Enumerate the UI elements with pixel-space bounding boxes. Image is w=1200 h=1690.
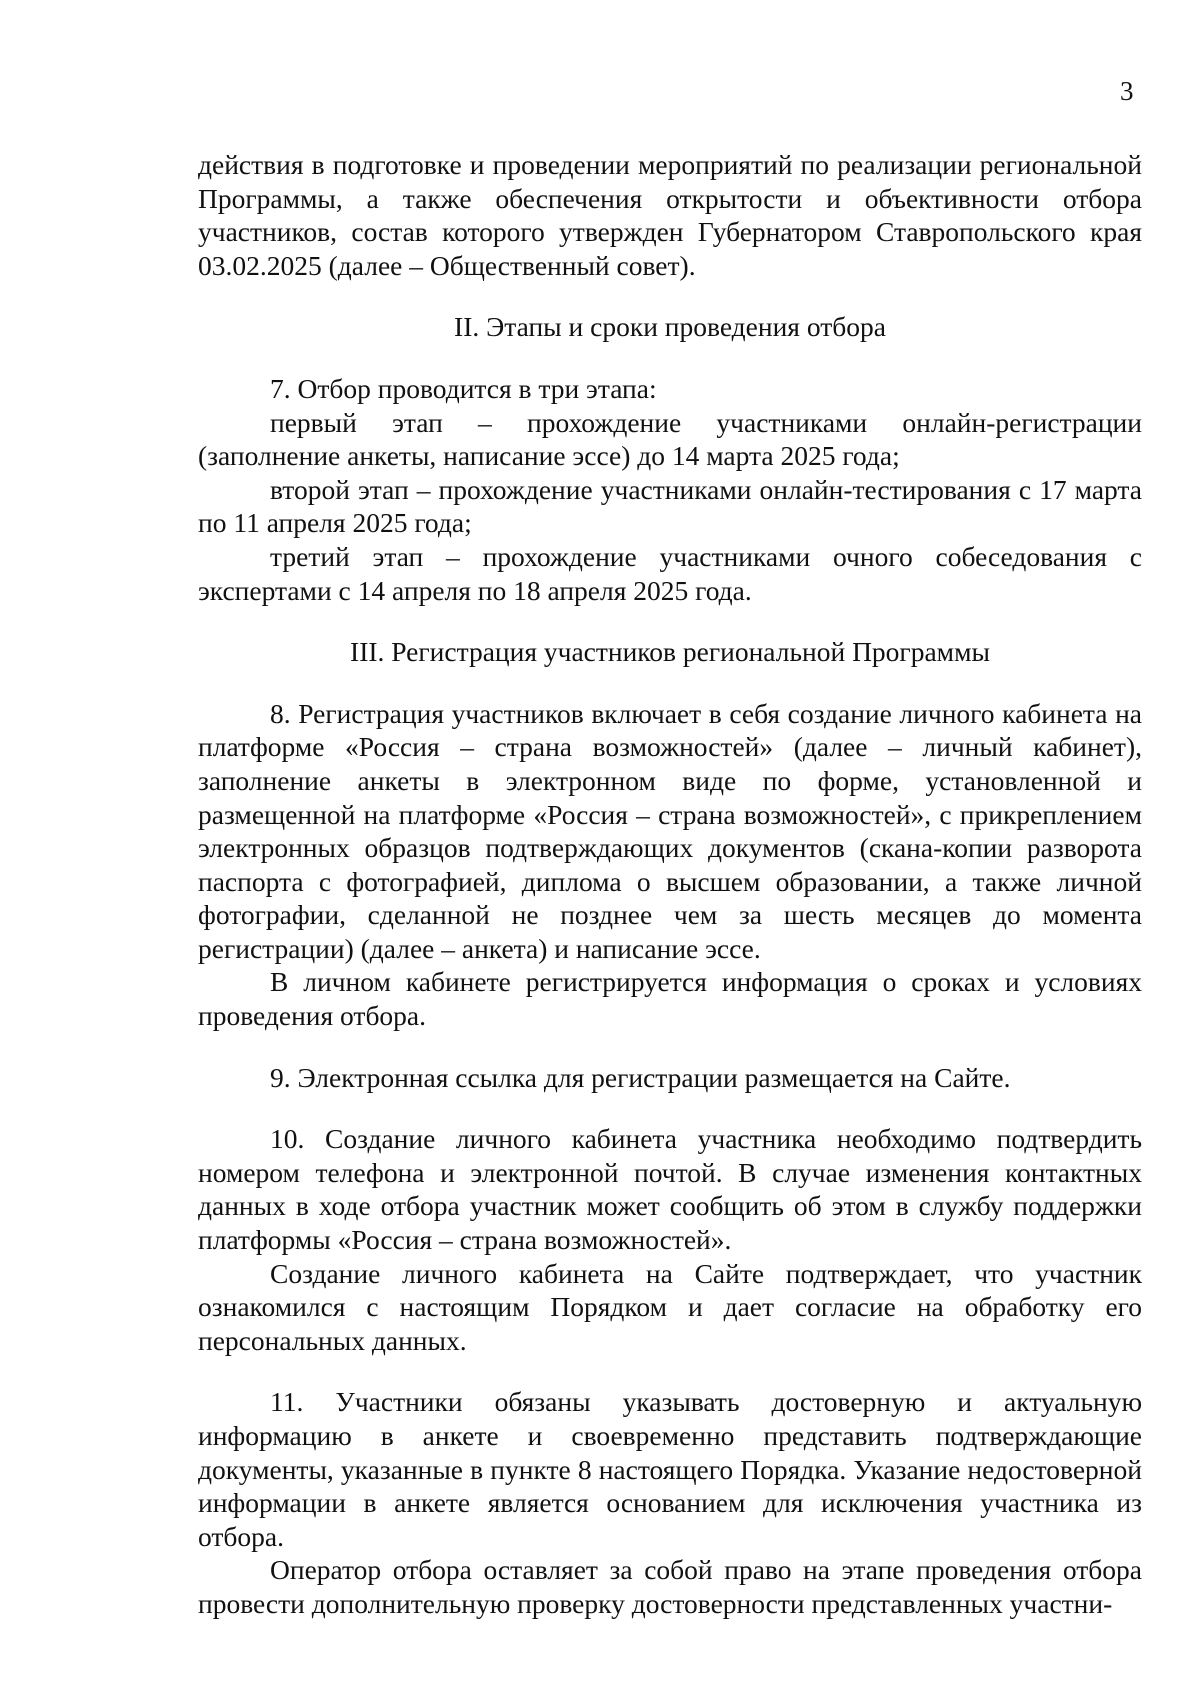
section-heading-registration: III. Регистрация участников региональной Программы [350,636,990,668]
clause-8-continuation: В личном кабинете регистрируется информация о сроках и условиях проведения отбора. [198,966,1142,1032]
clause-11: 11. Участники обязаны указывать достоверную и актуальную информацию в анкете и своевременно представить подтверждающие документы, указанные в пункте 8 настоящего Порядка. Указание недостоверной информации в анкете является основанием для исключения участника из отбора. [198,1386,1142,1552]
clause-8: 8. Регистрация участников включает в себя создание личного кабинета на платформе «Россия – страна возможностей» (далее – личный кабинет), заполнение анкеты в электронном виде по форме, установленной и размещенной на платформе «Россия – страна возможностей», с прикреплением электронных образцов подтверждающих документов (скана-копии разворота паспорта с фотографией, диплома о высшем образовании, а также личной фотографии, сделанной не позднее чем за шесть месяцев до момента регистрации) (далее – анкета) и написание эссе. [198,697,1142,964]
intro-paragraph: действия в подготовке и проведении мероприятий по реализации региональной Программы, а также обеспечения открытости и объективности отбора участников, состав которого утвержден Губернатором Ставропольского края 03.02.2025 (далее – Общественный совет). [198,149,1142,281]
clause-7-stage-3: третий этап – прохождение участниками очного собеседования с экспертами с 14 апреля по 18 апреля 2025 года. [198,540,1142,606]
page-number: 3 [1120,76,1134,106]
clause-7-stage-2: второй этап – прохождение участниками онлайн-тестирования с 17 марта по 11 апреля 2025 года; [198,473,1142,539]
clause-11-continuation: Оператор отбора оставляет за собой право на этапе проведения отбора провести дополнительную проверку достоверности представленных участни- [198,1554,1142,1619]
clause-10: 10. Создание личного кабинета участника необходимо подтвердить номером телефона и электронной почтой. В случае изменения контактных данных в ходе отбора участник может сообщить об этом в службу поддержки платформы «Россия – страна возможностей». [198,1123,1142,1256]
clause-9: 9. Электронная ссылка для регистрации размещается на Сайте. [270,1061,1011,1093]
clause-10-continuation: Создание личного кабинета на Сайте подтверждает, что участник ознакомился с настоящим Порядком и дает согласие на обработку его персональных данных. [198,1257,1142,1356]
clause-7-stage-1: первый этап – прохождение участниками онлайн-регистрации (заполнение анкеты, написание эссе) до 14 марта 2025 года; [198,406,1142,472]
document-body [198,148,1142,1621]
section-heading-stages: II. Этапы и сроки проведения отбора [454,311,886,343]
clause-7: 7. Отбор проводится в три этапа: [270,372,657,404]
